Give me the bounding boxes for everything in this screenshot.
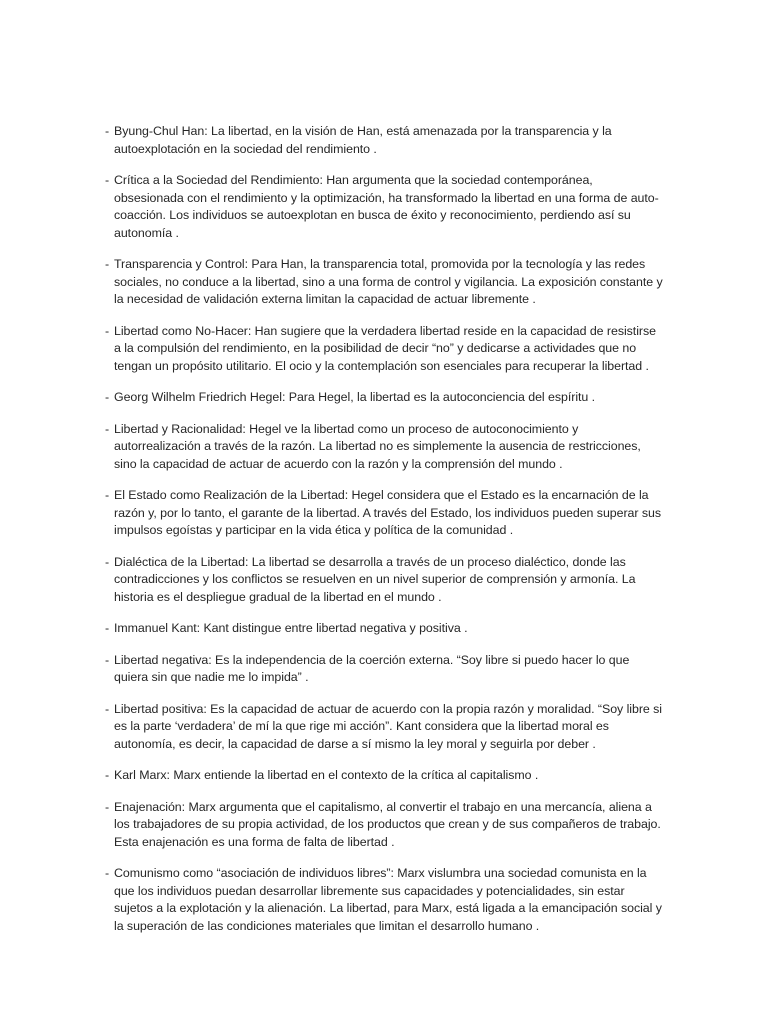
list-item xyxy=(105,799,665,852)
list-item-text: Dialéctica de la Libertad: La libertad se desarrolla a través de un proceso dialéctico, donde las contradicciones y los conflictos se resuelven en un nivel superior de comprensión y armonía. La historia es el despliegue gradual de la libertad en el mundo . xyxy=(114,554,636,604)
list-item-text: Byung-Chul Han: La libertad, en la visión de Han, está amenazada por la transparencia y la autoexplotación en la sociedad del rendimiento . xyxy=(114,124,612,156)
list-item-text: Crítica a la Sociedad del Rendimiento: Han argumenta que la sociedad contemporánea, obsesionada con el rendimiento y la optimización, ha transformado la libertad en una forma de auto-coacción. Los individuos se autoexplotan en busca de éxito y reconocimiento, perdiendo así su autonomía . xyxy=(114,173,659,240)
bullet-dash: - xyxy=(105,768,110,782)
list-item xyxy=(105,620,665,638)
bullet-dash: - xyxy=(105,257,110,271)
list-item-text: Libertad negativa: Es la independencia de la coerción externa. “Soy libre si puedo hacer lo que quiera sin que nadie me lo impida” . xyxy=(114,652,630,684)
bullet-dash: - xyxy=(105,421,110,436)
list-item xyxy=(105,767,665,785)
list-item-text: El Estado como Realización de la Libertad: Hegel considera que el Estado es la encarnación de la razón y, por lo tanto, el garante de la libertad. A través del Estado, los individuos pueden superar sus impulsos egoístas y participar en la vida ética y política de la comunidad . xyxy=(114,488,661,537)
list-item xyxy=(105,652,665,687)
bullet-dash: - xyxy=(105,488,110,502)
list-item xyxy=(105,389,665,407)
bullet-dash: - xyxy=(105,799,110,814)
list-item xyxy=(105,123,665,158)
list-item-text: Comunismo como “asociación de individuos libres”: Marx vislumbra una sociedad comunista en la que los individuos puedan desarrollar libremente sus capacidades y potencialidades, sin estar sujetos a la explotación y la alienación. La libertad, para Marx, está ligada a la emancipación social y la superación de las condiciones materiales que limitan el desarrollo humano . xyxy=(114,866,662,933)
list-item-text: Immanuel Kant: Kant distingue entre libertad negativa y positiva . xyxy=(114,621,468,635)
list-item xyxy=(105,554,665,607)
list-item xyxy=(105,865,665,935)
bullet-dash: - xyxy=(105,390,110,404)
bullet-dash: - xyxy=(105,701,110,716)
list-item xyxy=(105,701,665,754)
list-item xyxy=(105,421,665,474)
bullet-dash: - xyxy=(105,652,110,667)
bullet-dash: - xyxy=(105,621,110,635)
list-item-text: Transparencia y Control: Para Han, la transparencia total, promovida por la tecnología y las redes sociales, no conduce a la libertad, sino a una forma de control y vigilancia. La exposición constante y la necesidad de validación externa limitan la capacidad de actuar libremente . xyxy=(114,257,663,306)
bullet-dash: - xyxy=(105,173,110,187)
bullet-dash: - xyxy=(105,866,110,880)
bullet-dash: - xyxy=(105,554,110,569)
list-item xyxy=(105,487,665,540)
list-item-text: Libertad positiva: Es la capacidad de actuar de acuerdo con la propia razón y moralidad. “Soy libre si es la parte ‘verdadera’ de mí la que rige mi acción”. Kant considera que la libertad moral es autonomía, es decir, la capacidad de darse a sí mismo la ley moral y seguirla por deber . xyxy=(114,701,662,751)
list-item-text: Libertad como No-Hacer: Han sugiere que la verdadera libertad reside en la capacidad de resistirse a la compulsión del rendimiento, en la posibilidad de decir “no” y dedicarse a actividades que no tengan un propósito utilitario. El ocio y la contemplación son esenciales para recuperar la libertad . xyxy=(114,323,656,373)
bullet-dash: - xyxy=(105,323,110,338)
list-item xyxy=(105,256,665,309)
bullet-list xyxy=(105,123,665,949)
bullet-dash: - xyxy=(105,124,110,138)
list-item-text: Enajenación: Marx argumenta que el capitalismo, al convertir el trabajo en una mercancía, aliena a los trabajadores de su propia actividad, de los productos que crean y de sus compañeros de trabajo. Esta enajenación es una forma de falta de libertad . xyxy=(114,799,661,849)
list-item xyxy=(105,323,665,376)
list-item-text: Karl Marx: Marx entiende la libertad en el contexto de la crítica al capitalismo . xyxy=(114,768,539,782)
list-item xyxy=(105,172,665,242)
list-item-text: Georg Wilhelm Friedrich Hegel: Para Hegel, la libertad es la autoconciencia del espíritu . xyxy=(114,390,596,404)
list-item-text: Libertad y Racionalidad: Hegel ve la libertad como un proceso de autoconocimiento y autorrealización a través de la razón. La libertad no es simplemente la ausencia de restricciones, sino la capacidad de actuar de acuerdo con la razón y la comprensión del mundo . xyxy=(114,421,641,471)
